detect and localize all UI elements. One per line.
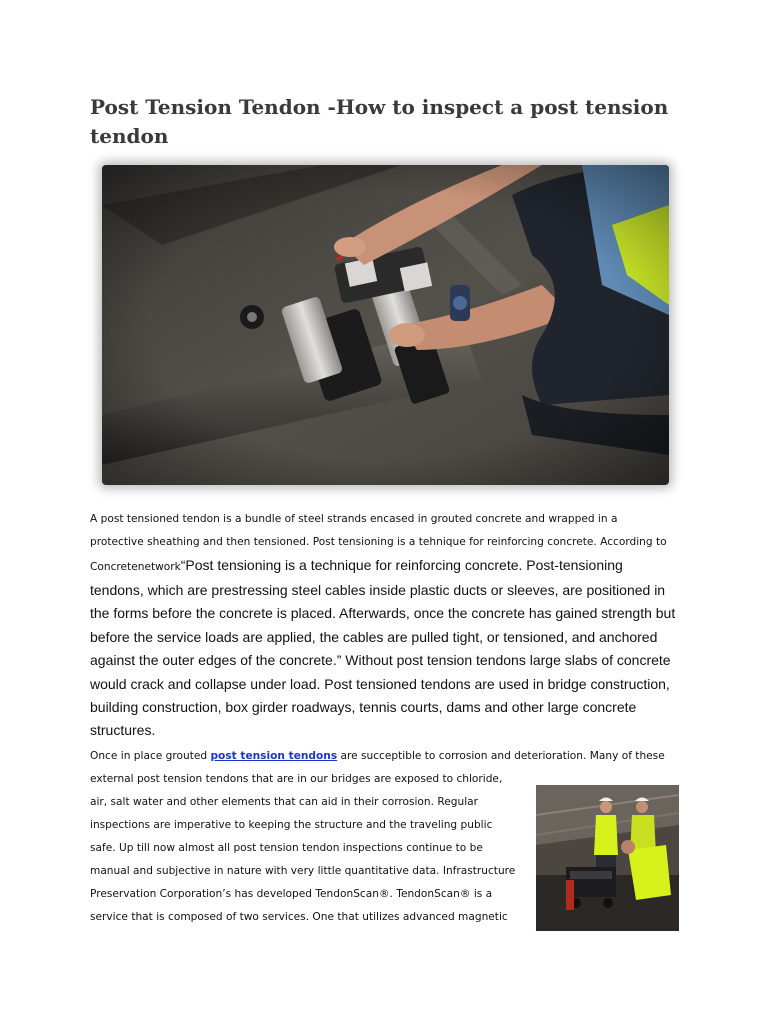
paragraph-line: inspections are imperative to keeping the structure and the traveling public [90,819,493,831]
quote-text: building construction, box girder roadways, tennis courts, dams and other large concrete [90,699,637,716]
quote-text: structures. [90,722,156,739]
quote-text: “Post tensioning is a technique for reinforcing concrete. Post-tensioning [180,557,623,573]
paragraph-line: protective sheathing and then tensioned. Post tensioning is a tehnique for reinforcing concrete. According to [90,536,667,548]
paragraph-line [90,554,685,579]
inspection-crew-photo [536,785,679,931]
paragraph-line: A post tensioned tendon is a bundle of steel strands encased in grouted concrete and wrapped in a [90,513,618,525]
paragraph-line: safe. Up till now almost all post tension tendon inspections continue to be [90,842,483,854]
quote-text: before the service loads are applied, the cables are pulled tight, or tensioned, and anchored [90,628,658,645]
paragraph-line: manual and subjective in nature with very little quantitative data. Infrastructure [90,865,516,877]
paragraph-suffix: are succeptible to corrosion and deterioration. Many of these [337,750,665,762]
paragraph-definition [90,508,685,743]
quote-text: against the outer edges of the concrete.” Without post tension tendons large slabs of concrete [90,652,671,669]
quote-text: tendons, which are prestressing steel cables inside plastic ducts or sleeves, are positioned in [90,582,666,598]
paragraph-line [90,745,685,768]
paragraph-line: external post tension tendons that are in our bridges are exposed to chloride, [90,773,503,785]
quote-text: would crack and collapse under load. Post tensioned tendons are used in bridge construction, [90,675,670,692]
post-tension-tendons-link[interactable]: post tension tendons [210,750,338,762]
paragraph-line: service that is composed of two services. One that utilizes advanced magnetic [90,911,508,923]
quote-text: the forms before the concrete is placed. Afterwards, once the concrete has gained strength but [90,605,676,622]
tendon-inspection-photo [102,165,669,485]
page-title: Post Tension Tendon -How to inspect a post tension tendon [90,95,669,148]
paragraph-prefix: Once in place grouted [90,750,211,762]
paragraph-line: air, salt water and other elements that can aid in their corrosion. Regular [90,796,478,808]
source-label: Concretenetwork [90,561,181,573]
paragraph-line: Preservation Corporation’s has developed TendonScan®. TendonScan® is a [90,888,493,900]
